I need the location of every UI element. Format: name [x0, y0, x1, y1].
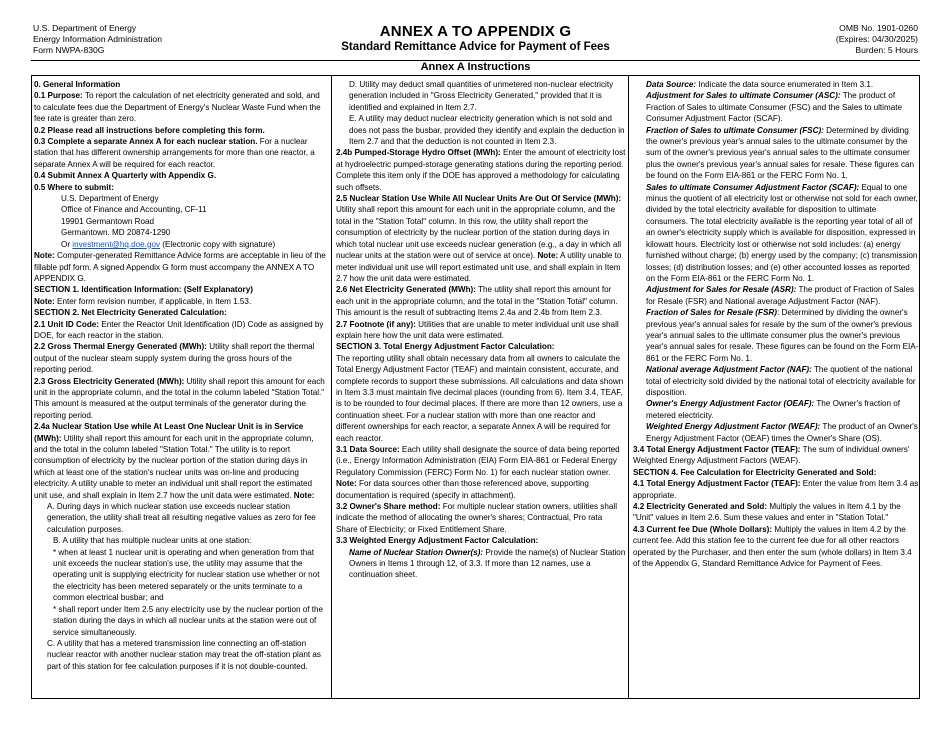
general-info-heading: 0. General Information — [34, 80, 121, 89]
form-header — [31, 23, 920, 61]
item-2-6: 2.6 Net Electricity Generated (MWh): The utility shall report this amount for each unit in the appropriate column, and the total in the "Station Total" column. This amount is the result of subtracting Items 2.4a and 2.4b from Item 2.3. — [336, 285, 618, 318]
section-3-heading: SECTION 3. Total Energy Adjustment Factor Calculation: — [336, 342, 555, 352]
item-3-3: 3.3 Weighted Energy Adjustment Factor Calculation: — [336, 536, 539, 546]
item-4-3: 4.3 Current fee Due (Whole Dollars): Multiply the values in Item 4.2 by the current fee. Add this station fee to the current fee due for all other reactors operated by the Purchaser, and then enter the sum (whole dollars) in Item 3.4 of the Appendix G, Standard Remittance Advice for Payment of Fees. — [633, 524, 912, 569]
section-2-heading: SECTION 2. Net Electricity Generated Calculation: — [34, 308, 227, 318]
item-3-1: 3.1 Data Source: Each utility shall designate the source of data being reported (i.e., Energy Information Administration (EIA) Form EIA-861 or Federal Energy Regulatory Commission (FERC) Form No. 1) for each nuclear station owner. Note: For data sources other than those referenced above, supporting documentation is required (specify in attachment). — [336, 445, 620, 500]
agency-line: U.S. Department of Energy — [33, 23, 137, 33]
form-title: ANNEX A TO APPENDIX G — [379, 23, 572, 40]
note-e: E. A utility may deduct nuclear electricity generation which is not sold and does not pass the busbar, provided they identify and explain the deduction in Item 2.7 and that the deduction is not counted in Item 2.3. — [349, 114, 625, 147]
fsc-def: Fraction of Sales to ultimate Consumer (FSC): Determined by dividing the owner's previous year's annual sales to the ultimate consumer by the sum of the owner's previous year's annual sales to the ultimate consumer plus the owner's previous year's annual sales for resale. These figures can be found on the Form EIA-861 or the FERC Form No. 1. — [646, 125, 915, 181]
note-b: B. A utility that has multiple nuclear units at one station: — [53, 536, 252, 546]
item-3-4: 3.4 Total Energy Adjustment Factor (TEAF): The sum of individual owners' Weighted Energy Adjustment Factors (WEAF). — [633, 445, 910, 466]
asr-def: Adjustment for Sales for Resale (ASR): The product of Fraction of Sales for Resale (FSR) and National average Adjustment Factor (NAF). — [646, 285, 915, 306]
section-3-intro: The reporting utility shall obtain necessary data from all owners to calculate the Total Energy Adjustment Factor (TEAF) and maintain consistent, accurate, and complete records to support these submissions. All calculations and data shown in Item 3.3 must maintain five decimal places (rounding from 6). Item 3.4, TEAF, is to be rounded to four decimal places. If there are more than 12 owners, use a continuation sheet. For a nuclear station with more than one reactor and different ownerships for each reactor, a separate Annex A will be required for each reactor. — [336, 353, 624, 443]
item-0-5: 0.5 Where to submit: — [34, 182, 114, 192]
mailing-address: U.S. Department of Energy Office of Finance and Accounting, CF-11 19901 Germantown Road Germantown. MD 20874-1290 Or investment@hq.doe.gov (Electronic copy with signature) — [34, 193, 326, 250]
omb-block — [836, 23, 918, 57]
note-revision: Note: Enter form revision number, if applicable, in Item 1.53. — [34, 296, 252, 306]
item-2-5: 2.5 Nuclear Station Use While All Nuclear Units Are Out Of Service (MWh): Utility shall report this amount for each unit in the appropriate column, and the total in the "Station Total" column. In this row, the utility shall report the consumption of electricity by the nuclear portion of the station during days in which total nuclear unit use exceeds nuclear generation (e.g., a day in which all nuclear units at the station were out of service at once). Note: A utility unable to meter individual unit use will report estimated unit use, and shall explain in Item 2.7 how the unit data were estimated. — [336, 194, 622, 283]
weaf-def: Weighted Energy Adjustment Factor (WEAF): The product of an Owner's Energy Adjustment Factor (OEAF) times the Owner's Share (OS). — [646, 422, 918, 443]
burden-hours: Burden: 5 Hours — [855, 45, 918, 56]
section-title: Annex A Instructions — [31, 61, 920, 76]
fsr-def: Fraction of Sales for Resale (FSR): Determined by dividing the owner's previous year's annual sales for resale by the sum of the owner's previous year's annual sales to the ultimate consumer plus the owner's previous year's annual sales for resale. These figures can be found on the Form EIA-861 or the FERC Form No. 1. — [646, 308, 919, 363]
section-1-heading: SECTION 1. Identification Information: (Self Explanatory) — [34, 285, 253, 295]
instructions-column-3 — [633, 79, 919, 569]
item-0-3: 0.3 Complete a separate Annex A for each nuclear station. For a nuclear station that has different ownership arrangements for more than one reactor, a separate Annex A will be required for each reactor. — [34, 137, 315, 169]
item-4-1: 4.1 Total Energy Adjustment Factor (TEAF): Enter the value from Item 3.4 as appropriate. — [633, 479, 919, 500]
expiration-date: (Expires: 04/30/2025) — [835, 34, 918, 45]
column-divider — [331, 75, 332, 698]
item-2-3: 2.3 Gross Electricity Generated (MWh): Utility shall report this amount for each unit in the appropriate column, and the total in the column labeled "Station Total." This amount is measured at the output terminals of the generator during the reporting period. — [34, 376, 325, 420]
note-b-bullet-1: * when at least 1 nuclear unit is operating and when generation from that unit exceeds the nuclear station's use, the utility may assume that the operating unit is supplying electricity for nuclear station use whether or not the electricity has been metered separately or the units terminate to a common electrical busbar; and — [53, 547, 320, 603]
naf-def: National average Adjustment Factor (NAF): The quotient of the national total of electricity sold divided by the national total of electricity available for disposition. — [646, 365, 916, 397]
item-2-1: 2.1 Unit ID Code: Enter the Reactor Unit Identification (ID) Code as assigned by DOE, for each reactor in the station. — [34, 319, 324, 340]
item-0-1: 0.1 Purpose: To report the calculation of net electricity generated and sold, and to calculate fees due the Department of Energy's Nuclear Waste Fund when the fee rate is greater than zero. — [34, 91, 321, 124]
note-b-bullet-2: * shall report under Item 2.5 any electricity use by the nuclear portion of the station during the days in which all nuclear units at the station were out of service simultaneously. — [53, 604, 324, 637]
note-a: A. During days in which nuclear station use exceeds nuclear station generation, the utility shall treat all resulting negative values as zero for fee calculation purposes. — [47, 502, 316, 534]
item-3-2: 3.2 Owner's Share method: For multiple nuclear station owners, utilities shall indicate the method of allocating the owner's shares; Contractual, Pro rata Share of Electricity; or Fixed Entitlement Share. — [336, 502, 618, 534]
form-subtitle: Standard Remittance Advice for Payment of Fees — [341, 41, 610, 53]
section-4-heading: SECTION 4. Fee Calculation for Electricity Generated and Sold: — [633, 467, 877, 477]
item-3-3-owner-names: Name of Nuclear Station Owner(s): Provide the name(s) of Nuclear Station Owners in Items 1 through 12, of 3.3. If more than 12 names, use a continuation sheet. — [349, 547, 626, 580]
item-2-7: 2.7 Footnote (if any): Utilities that are unable to meter individual unit use shall explain here how the unit data were estimated. — [336, 319, 619, 340]
email-link[interactable]: investment@hq.doe.gov — [72, 239, 161, 249]
instructions-column-1 — [34, 79, 326, 672]
item-4-2: 4.2 Electricity Generated and Sold: Multiply the values in Item 4.1 by the "Unit" values in Item 2.6. Sum these values and enter in "Station Total." — [633, 502, 901, 523]
omb-number: OMB No. 1901-0260 — [839, 23, 918, 33]
form-number: Form NWPA-830G — [33, 45, 105, 56]
note-c: C. A utility that has a metered transmission line connecting an off-station nuclear reactor with another nuclear station may treat the off-station plant as part of this station for fee calculation purposes if it is not double-counted. — [47, 638, 321, 671]
agency-line: Energy Information Administration — [33, 34, 162, 45]
note-d: D. Utility may deduct small quantities of unmetered non-nuclear electricity generation included in "Gross Electricity Generated," provided that it is identified and explained in Item 2.7. — [349, 80, 614, 112]
instructions-box — [31, 75, 920, 699]
scaf-def: Sales to ultimate Consumer Adjustment Factor (SCAF): Equal to one minus the quotient of all electricity lost or otherwise not sold for each owner, divided by the total electricity available for disposition to ultimate consumers. The total electricity available is the reporting year total of all of an owner's electricity supply which is available for disposition, expressed in kilowatt hours. Electricity lost or otherwise not sold includes: (a) energy furnished without charge; (b) energy used by the company; (c) transmission losses; (d) distribution losses; and (e) other accounted losses as reported on the Form EIA-861 or the FERC Form No. 1. — [646, 182, 918, 283]
oeaf-def: Owner's Energy Adjustment Factor (OEAF): The Owner's fraction of metered electricity. — [646, 399, 901, 420]
item-2-4b: 2.4b Pumped-Storage Hydro Offset (MWh): Enter the amount of electricity lost at hydroelectric pumped-storage generating stations during the reporting period. Complete this item only if the DOE has approved a methodology for calculating such offsets. — [336, 148, 626, 192]
email-line: Or investment@hq.doe.gov (Electronic copy with signature) — [61, 239, 276, 249]
data-source-def: Data Source: Indicate the data source enumerated in Item 3.1. — [646, 80, 874, 89]
title-block — [31, 23, 920, 55]
asc-def: Adjustment for Sales to ultimate Consumer (ASC): The product of Fraction of Sales to ultimate Consumer (FSC) and the Sales to ultimate Consumer Adjustment Factor (SCAF). — [646, 91, 903, 124]
item-2-2: 2.2 Gross Thermal Energy Generated (MWh): Utility shall report the thermal output of the nuclear steam supply system during the gross hours of the reporting period. — [34, 342, 315, 375]
item-0-4: 0.4 Submit Annex A Quarterly with Appendix G. — [34, 171, 217, 181]
item-0-2: 0.2 Please read all instructions before completing this form. — [34, 125, 265, 135]
instructions-column-2 — [336, 79, 626, 581]
column-divider — [628, 75, 629, 698]
item-2-4a: 2.4a Nuclear Station Use while At Least One Nuclear Unit is in Service (MWh): Utility shall report this amount for each unit in the appropriate column, and the total in the column labeled "Station Total." The utility is to report consumption of electricity by the nuclear portion of the station during days in which at least one of the station's nuclear units was on-line and producing electricity. A utility unable to meter an individual unit shall report the estimated unit use, and shall explain in Item 2.7 how the unit data were estimated. Note: — [34, 422, 315, 500]
note-computer-generated: Note: Computer-generated Remittance Advice forms are acceptable in lieu of the fillable pdf form. A signed Appendix G form must accompany the ANNEX A TO APPENDIX G. — [34, 251, 326, 283]
